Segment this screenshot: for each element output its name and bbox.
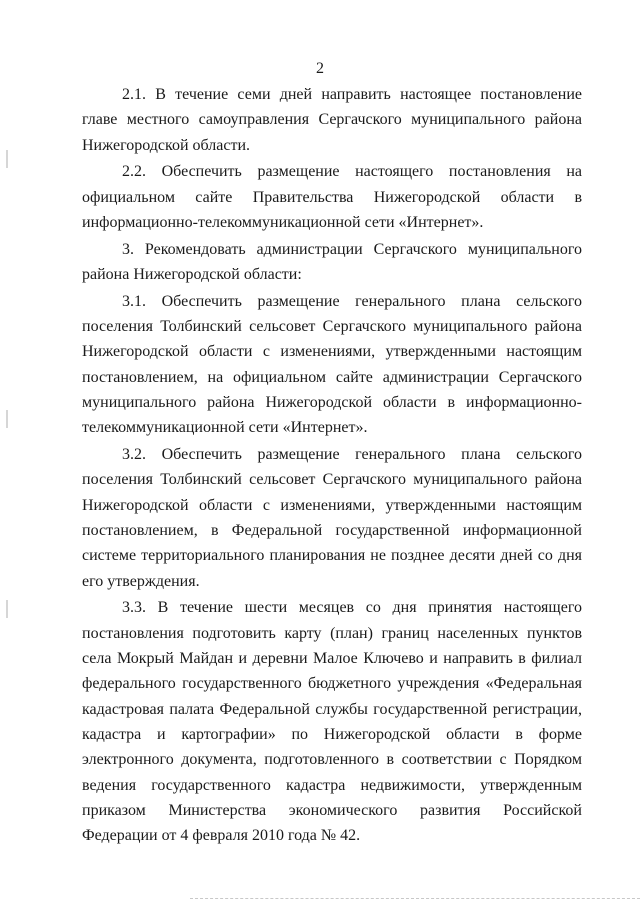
paragraph-3-3: 3.3. В течение шести месяцев со дня принятия настоящего постановления подготовить карту (план) границ населенных пунктов села Мокрый Майдан и деревни Малое Ключево и направить в филиал федерального государственного бюджетного учреждения «Федеральная кадастровая палата Федеральной службы государственной регистрации, кадастра и картографии» по Нижегородской области в форме электронного документа, подготовленного в соответствии с Порядком ведения государственного кадастра недвижимости, утвержденным приказом Министерства экономического развития Российской Федерации от 4 февраля 2010 года № 42.: [82, 599, 582, 845]
paragraph-2-2: 2.2. Обеспечить размещение настоящего постановления на официальном сайте Правительства Нижегородской области в информационно-телекоммуникационной сети «Интернет».: [82, 163, 582, 231]
paragraph-3-2: 3.2. Обеспечить размещение генерального плана сельского поселения Толбинский сельсовет Сергачского муниципального района Нижегородской области с изменениями, утвержденными настоящим постановлением, в Федеральной государственной информационной системе территориального планирования не позднее десяти дней со дня его утверждения.: [82, 446, 582, 590]
document-body: [82, 82, 582, 850]
paragraph-3: 3. Рекомендовать администрации Сергачского муниципального района Нижегородской области:: [82, 240, 582, 284]
scan-edge-mark: [6, 410, 8, 428]
paragraph-3-1: 3.1. Обеспечить размещение генерального плана сельского поселения Толбинский сельсовет Сергачского муниципального района Нижегородской области с изменениями, утвержденными настоящим постановлением, на официальном сайте администрации Сергачского муниципального района Нижегородской области в информационно-телекоммуникационной сети «Интернет».: [82, 292, 582, 437]
paragraph-2-1: 2.1. В течение семи дней направить настоящее постановление главе местного самоуправления Сергачского муниципального района Нижегородской области.: [82, 86, 582, 154]
scan-edge-mark: [6, 150, 8, 168]
scan-edge-mark: [6, 600, 8, 618]
page-number: 2: [316, 60, 324, 77]
scan-footer-artifact: [190, 898, 640, 903]
